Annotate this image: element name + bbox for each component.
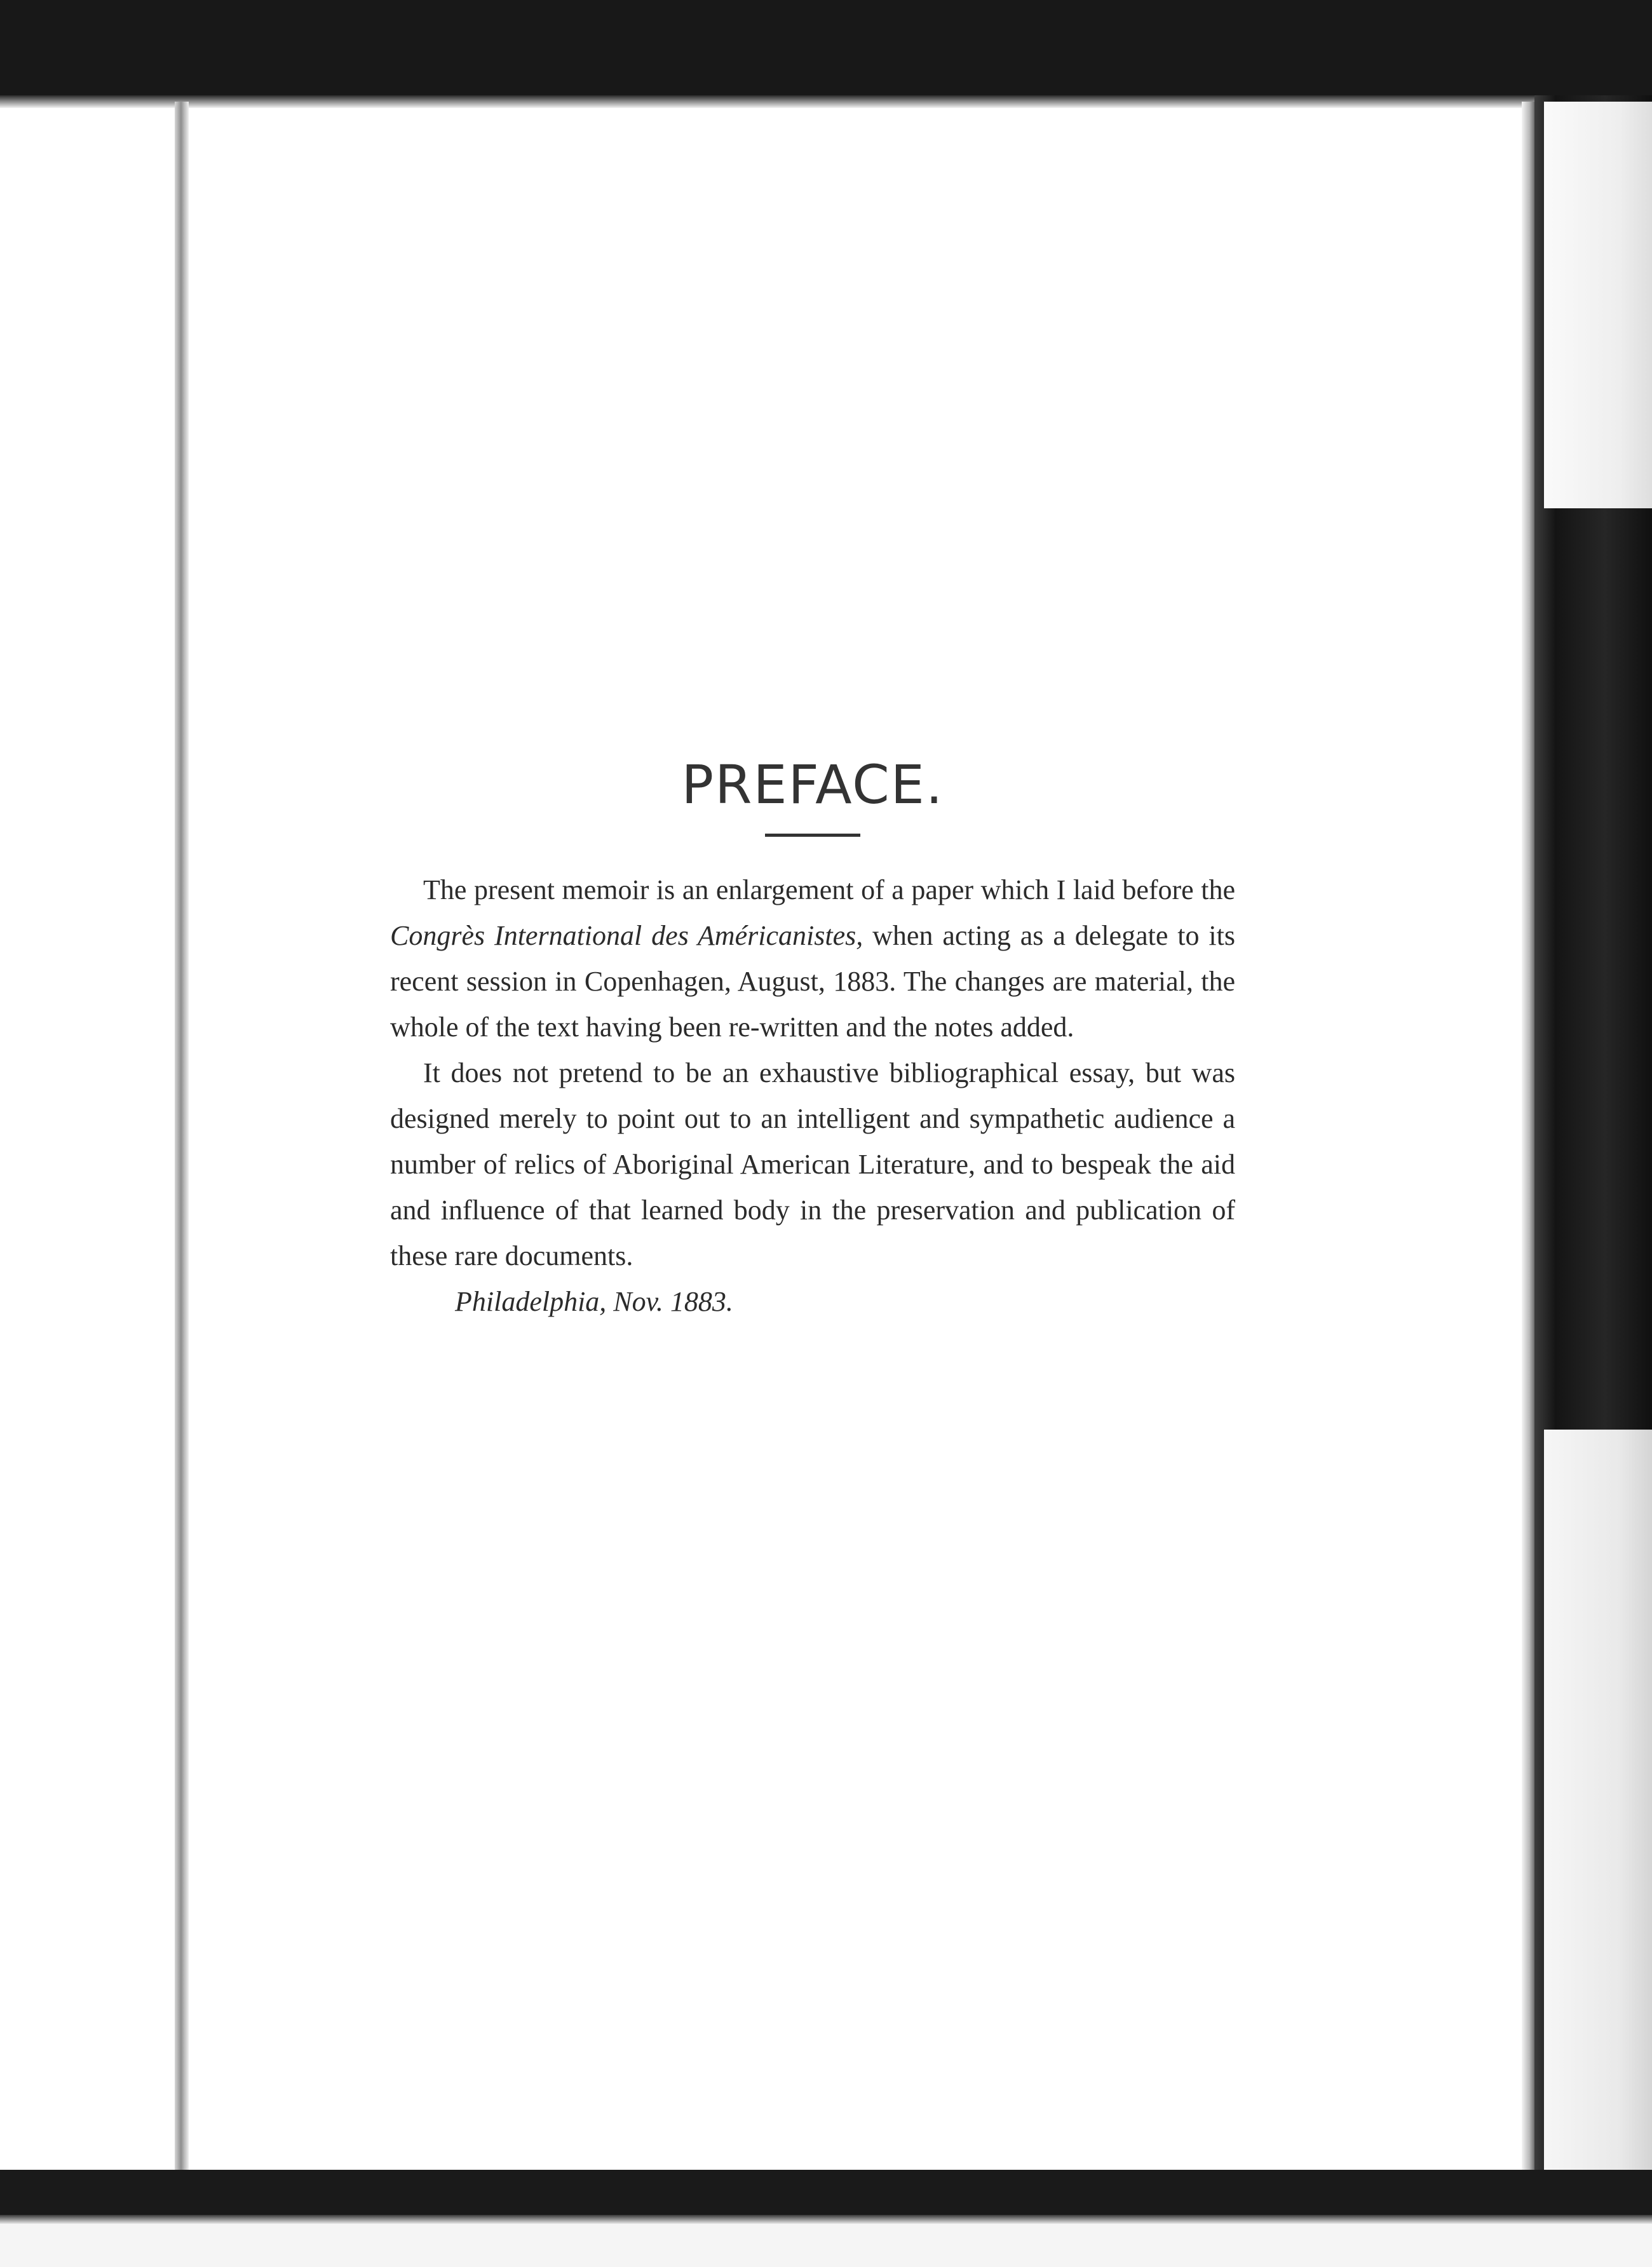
film-frame-right-light-lower [1544, 1430, 1652, 2179]
left-gutter-shadow [175, 102, 189, 2267]
film-frame-top-edge [0, 95, 1652, 108]
film-frame-right-light-upper [1544, 102, 1652, 508]
page-title: PREFACE. [681, 754, 944, 816]
preface-paragraph-1 [390, 867, 1235, 1050]
film-frame-top [0, 0, 1652, 105]
congress-name: Congrès International des Américanistes, [390, 920, 863, 951]
paragraph-1-text-before: The present memoir is an enlargement of a paper which I laid before the [423, 874, 1235, 905]
paragraph-1-text-after: when acting as a delegate to its recent session in Copenhagen, August, 1883. The changes are material, the whole of the text having been re-written and the notes added. [390, 920, 1235, 1043]
preface-paragraph-2: It does not pretend to be an exhaustive bibliographical essay, but was designed merely to point out to an intelligent and sympathetic audience a number of relics of Aboriginal American Literature, and to bespeak the aid and influence of that learned body in the preservation and publication of these rare documents. [390, 1057, 1235, 1271]
preface-section [390, 750, 1235, 1325]
film-frame-bottom-edge [0, 2215, 1652, 2224]
title-rule [765, 834, 860, 837]
place-date-signoff: Philadelphia, Nov. 1883. [455, 1286, 733, 1317]
page-right-edge [1522, 102, 1534, 2179]
next-page-strip [0, 2224, 1652, 2267]
film-frame-bottom [0, 2170, 1652, 2217]
